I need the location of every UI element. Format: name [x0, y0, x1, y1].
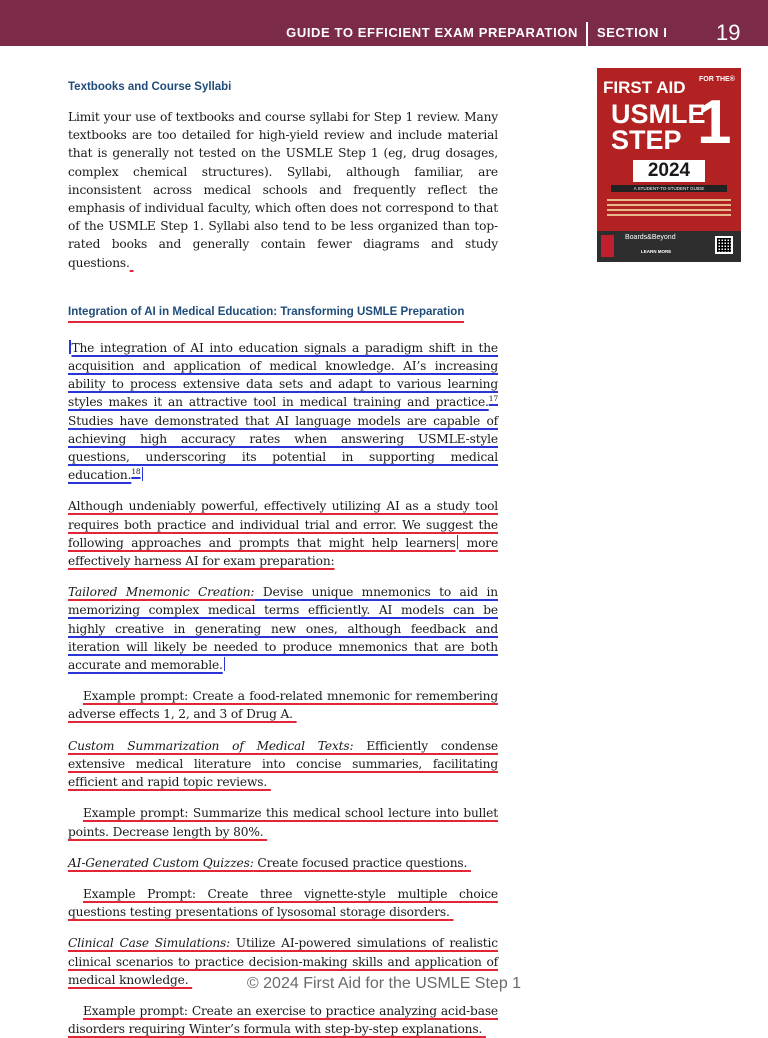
cover-bottom-band — [597, 231, 741, 262]
summary-text: Efficiently condense extensive medical literature into concise summaries, facilitating efficient and rapid topic reviews. — [68, 738, 498, 790]
summary-example-text: Example prompt: Summarize this medical school lecture into bullet points. Decrease length by 80%. — [68, 806, 498, 839]
mnemonic-example-text: Example prompt: Create a food-related mnemonic for remembering adverse effects 1, 2, and 3 of Drug A. — [68, 689, 498, 722]
clinical-example[interactable] — [68, 1002, 498, 1038]
textbooks-paragraph — [68, 108, 498, 272]
text-cursor-end — [142, 467, 144, 481]
trailing-mark — [130, 256, 134, 270]
ai-intro-text-a: The integration of AI into education signals a paradigm shift in the acquisition and application of medical knowledge. AI’s increasing ability to process extensive data sets and adapt to various learning styles makes it an attractive tool in medical training and practice. — [68, 340, 498, 410]
cover-year: 2024 — [633, 160, 705, 182]
trailing-mark — [450, 905, 454, 919]
publisher-logo-icon — [601, 235, 614, 257]
mnemonic-text: Devise unique mnemonics to aid in memorizing complex medical terms efficiently. AI models can be highly creative in generating new ones, although feedback and iteration will likely be needed to produce mnemonics that are both accurate and memorable. — [68, 585, 498, 673]
quiz-text: Create focused practice questions. — [253, 855, 468, 870]
approaches-text-b: more effectively harness AI for exam preparation: — [68, 535, 499, 569]
trailing-mark — [467, 856, 471, 870]
running-title: GUIDE TO EFFICIENT EXAM PREPARATION — [286, 25, 578, 40]
summary-example[interactable] — [68, 804, 498, 840]
text-cursor — [69, 340, 71, 354]
header-divider — [586, 22, 588, 46]
clinical-example-text: Example prompt: Create an exercise to practice analyzing acid-base disorders requiring Winter’s formula with step-by-step explanations. — [68, 1003, 498, 1037]
approaches-paragraph[interactable] — [68, 497, 498, 570]
book-cover-image[interactable] — [597, 68, 741, 262]
quiz-paragraph[interactable] — [68, 854, 498, 872]
reference-17[interactable]: 17 — [488, 394, 498, 404]
trailing-mark — [267, 775, 271, 789]
trailing-mark — [293, 707, 297, 721]
approaches-text-a: Although undeniably powerful, effectively utilizing AI as a study tool requires both practice and individual trial and error. We suggest the following approaches and prompts that might help learners — [68, 499, 498, 550]
cover-blurb-lines — [607, 196, 731, 224]
cover-step-number: 1 — [697, 88, 732, 157]
reference-18[interactable]: 18 — [131, 467, 141, 477]
page-header — [0, 0, 768, 46]
quiz-example[interactable] — [68, 885, 498, 921]
cover-first-aid: FIRST AID — [603, 78, 686, 97]
trailing-mark — [482, 1022, 486, 1036]
summary-paragraph[interactable] — [68, 737, 498, 792]
mnemonic-paragraph[interactable] — [68, 583, 498, 674]
ai-heading: Integration of AI in Medical Education: Transforming USMLE Preparation — [68, 304, 464, 323]
mnemonic-label: Tailored Mnemonic Creation: — [68, 585, 255, 600]
ai-intro-paragraph[interactable] — [68, 339, 498, 485]
clinical-label: Clinical Case Simulations: — [68, 936, 231, 951]
text-cursor-mnemonic — [224, 657, 226, 671]
clinical-text: Utilize AI-powered simulations of realistic clinical scenarios to practice decision-making skills and application of medical knowledge. — [68, 936, 498, 987]
copyright-text: © 2024 First Aid for the USMLE Step 1 — [246, 975, 522, 992]
cover-step: STEP — [611, 125, 682, 155]
cover-tagline: A STUDENT-TO-STUDENT GUIDE — [611, 185, 727, 192]
page-footer — [0, 975, 768, 993]
text-cursor-mid — [457, 535, 459, 549]
textbooks-text: Limit your use of textbooks and course syllabi for Step 1 review. Many textbooks are too detailed for high-yield review and include material that is generally not tested on the USMLE Step 1 (eg, drug dosages, complex chemical structures). Syllabi, although familiar, are inconsistent across medical schools and frequently reflect the emphasis of individual faculty, which often does not correspond to that of the USMLE Step 1. Syllabi also tend to be less organized than top-rated books and generally contain fewer diagrams and study questions. — [68, 110, 498, 270]
mnemonic-example[interactable] — [68, 687, 498, 723]
cover-for-the: FOR THE® — [699, 76, 735, 83]
section-label: SECTION I — [597, 25, 668, 40]
cover-brand: Boards&Beyond — [625, 234, 676, 241]
qr-code-icon — [715, 236, 733, 254]
main-content — [68, 76, 498, 1038]
page-number: 19 — [716, 20, 741, 45]
ai-intro-text-b: Studies have demonstrated that AI language models are capable of achieving high accuracy rates when answering USMLE-style questions, underscoring its potential in supporting medical education. — [68, 413, 498, 483]
textbooks-heading: Textbooks and Course Syllabi — [68, 81, 232, 93]
cover-usmle: USMLE — [611, 99, 706, 129]
quiz-label: AI-Generated Custom Quizzes: — [68, 855, 254, 870]
cover-learn-more: LEARN MORE — [641, 249, 672, 254]
trailing-mark — [264, 825, 268, 839]
quiz-example-text: Example Prompt: Create three vignette-style multiple choice questions testing presentations of lysosomal storage disorders. — [68, 886, 498, 920]
summary-label: Custom Summarization of Medical Texts: — [68, 738, 354, 753]
